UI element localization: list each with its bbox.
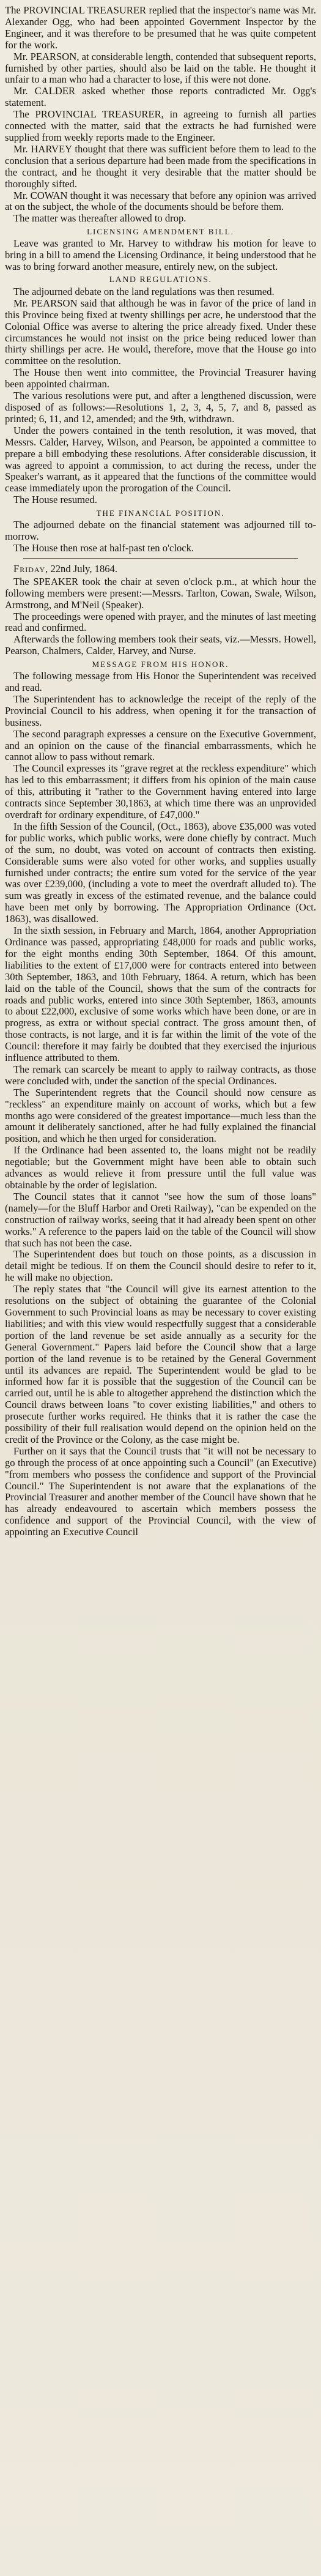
paragraph: Further on it says that the Council trusts that "it will not be necessary to go through the process of at once appointing such a Council" (an Executive) "from members who possess the confidence and support of the Provincial Council." The Superintendent is not aware that the explanations of the Provincial Treasurer and another member of the Council have shown that he has already endeavoured to ascertain which members possess the confidence and support of the Provincial Council, with the view of appointing an Executive Council xyxy=(5,1445,316,1538)
paragraph: The reply states that "the Council will give its earnest attention to the resolutions on the subject of obtaining the guarantee of the Colonial Government to such Provincial loans as may be necessary to cover existing liabilities; and with this view would respectfully suggest that a considerable portion of the land revenue be set aside annually as a security for the General Government." Papers laid before the Council show that a large portion of the land revenue is to be retained by the General Government until its advances are repaid. The Superintendent would be glad to be informed how far it is possible that the suggestion of the Council can be carried out, until he is able to altogether apprehend the distinction which the Council draws between loans "to cover existing liabilities," and others to prosecute further works required. He thinks that it is rather the case the possibility of their full realisation would depend on the opinion held on the credit of the Province or the Colony, as the case might be. xyxy=(5,1283,316,1445)
dateline xyxy=(5,564,316,575)
paragraph: The PROVINCIAL TREASURER, in agreeing to furnish all parties connected with the matter, said that the extracts he had furnished were supplied from weekly reports made to the Engineer. xyxy=(5,108,316,143)
paragraph: The House then rose at half-past ten o'clock. xyxy=(13,542,194,554)
paragraph: The House then went into committee, the Provincial Treasurer having been appointed chairman. xyxy=(5,367,316,390)
friday-sitting-section xyxy=(5,564,316,657)
paragraph: The Superintendent regrets that the Council should now censure as "reckless" an expenditure mainly on account of works, which but a few months ago were considered of the greatest importance—much less than the amount it deliberately sanctioned, after he had fully explained the financial position, and which he then urged for consideration. xyxy=(5,1086,316,1145)
paragraph: The adjourned debate on the land regulations was then resumed. xyxy=(13,285,275,297)
paragraph: The various resolutions were put, and after a lengthened discussion, were disposed of as follows:—Resolutions 1, 2, 3, 4, 5, 7, and 8, passed as printed; 6, 11, and 12, amended; and the 9th, withdrawn. xyxy=(5,390,316,425)
dateline-day: Friday xyxy=(13,562,46,575)
paragraph: The SPEAKER took the chair at seven o'clock p.m., at which hour the following members were present:—Messrs. Tarlton, Cowan, Swale, Wilson, Armstrong, and M'Neil (Speaker). xyxy=(5,575,316,611)
paragraph: The Superintendent does but touch on those points, as a discussion in detail might be tedious. If on them the Council should desire to refer to it, he will make no objection. xyxy=(5,1248,316,1284)
licensing-bill-section xyxy=(5,226,316,273)
paragraph: The Council expresses its "grave regret at the reckless expenditure" which has led to this embarrassment; it differs from his opinion of the main cause of this, attributing it "rather to the Government having entered into large contracts since September 30,1863, at which time there was an unprovided overdraft for ordinary expenditure, of £47,000." xyxy=(5,762,316,821)
dateline-date: , 22nd July, 1864. xyxy=(45,562,117,575)
paragraph: In the fifth Session of the Council, (Oct., 1863), above £35,000 was voted for public works, which public works, were done chiefly by contract. Much of the sum, no doubt, was voted on account of contracts then existing. Considerable sums were also voted for other works, and supplies usually furnished under contracts; the entire sum voted for the service of the year was over £239,000, (including a vote to meet the overdraft alluded to). The sum was greatly in excess of the estimated revenue, and the balance could have been met only by borrowing. The Appropriation Ordinance (Oct. 1863), was disallowed. xyxy=(5,820,316,925)
paragraph: The PROVINCIAL TREASURER replied that the inspector's name was Mr. Alexander Ogg, who had been appointed Government Inspector by the Engineer, and it was therefore to be presumed that he was quite competent for the work. xyxy=(5,4,316,51)
paragraph: Mr. COWAN thought it was necessary that before any opinion was arrived at on the subject, the whole of the documents should be before them. xyxy=(5,189,316,213)
paragraph: Mr. PEARSON said that although he was in favor of the price of land in this Province being fixed at twenty shillings per acre, he understood that the Colonial Office was averse to altering the price already fixed. Under these circumstances he would not insist on the price being reduced lower than thirty shillings per acre. He would, therefore, move that the House go into committee on the resolution. xyxy=(5,297,316,367)
paragraph: The adjourned debate on the financial statement was adjourned till to-morrow. xyxy=(5,519,316,543)
paragraph: Leave was granted to Mr. Harvey to withdraw his motion for leave to bring in a bill to amend the Licensing Ordinance, it being understood that he was to bring forward another measure, entirely new, on the subject. xyxy=(5,237,316,273)
treasurer-report-section xyxy=(5,5,316,225)
paragraph: The following message from His Honor the Superintendent was received and read. xyxy=(5,670,316,694)
section-heading: LAND REGULATIONS. xyxy=(109,275,212,285)
paragraph: The Council states that it cannot "see how the sum of those loans" (namely—for the Bluff Harbor and Oreti Railway), "can be expended on the construction of railway works, seeing that it had already been spent on other works." A reference to the papers laid on the table of the Council will show that such has not been the case. xyxy=(5,1190,316,1249)
land-regulations-section xyxy=(5,275,316,506)
paragraph: Under the powers contained in the tenth resolution, it was moved, that Messrs. Calder, Harvey, Wilson, and Pearson, be appointed a committee to prepare a bill embodying these resolutions. After considerable discussion, it was agreed to appoint a commission, to act during the recess, under the Speaker's warrant, as it appeared that the functions of the committee would cease immediately upon the prorogation of the Council. xyxy=(5,424,316,494)
section-heading: LICENSING AMENDMENT BILL. xyxy=(87,227,234,237)
paragraph: Afterwards the following members took their seats, viz.—Messrs. Howell, Pearson, Chalmers, Calder, Harvey, and Nurse. xyxy=(5,633,316,657)
section-divider xyxy=(23,558,298,559)
financial-position-section xyxy=(5,508,316,554)
section-heading: MESSAGE FROM HIS HONOR. xyxy=(92,660,229,669)
paragraph: Mr. HARVEY thought that there was sufficient before them to lead to the conclusion that a serious departure had been made from the specifications in the contract, and he thought it very desirable that the matter should be thoroughly sifted. xyxy=(5,143,316,190)
paragraph: The proceedings were opened with prayer, and the minutes of last meeting read and confirmed. xyxy=(5,610,316,634)
paragraph: The Superintendent has to acknowledge the receipt of the reply of the Provincial Council to his address, when opening it for the transaction of business. xyxy=(5,693,316,728)
paragraph: The second paragraph expresses a censure on the Executive Government, and an opinion on the cause of the financial embarrassments, which he cannot allow to pass without remark. xyxy=(5,728,316,763)
message-from-honor-section xyxy=(5,659,316,1538)
paragraph: The remark can scarcely be meant to apply to railway contracts, as those were concluded with, under the sanction of the special Ordinances. xyxy=(5,1063,316,1087)
paragraph: The matter was thereafter allowed to drop. xyxy=(13,212,186,225)
section-heading: THE FINANCIAL POSITION. xyxy=(96,508,225,518)
paragraph: Mr. CALDER asked whether those reports contradicted Mr. Ogg's statement. xyxy=(5,85,316,109)
paragraph: Mr. PEARSON, at considerable length, contended that subsequent reports, furnished by other parties, should also be laid on the table. He thought it unfair to a man who had a character to lose, if this were not done. xyxy=(5,50,316,86)
paragraph: If the Ordinance had been assented to, the loans might not be readily negotiable; but the Government might have been able to obtain such advances as would relieve it from pressure until the full value was obtainable by the order of legislation. xyxy=(5,1144,316,1191)
paragraph: The House resumed. xyxy=(13,494,97,506)
paragraph: In the sixth session, in February and March, 1864, another Appropriation Ordinance was passed, appropriating £48,000 for roads and public works, for the eight months ending 30th September, 1864. Of this amount, liabilities to the extent of £17,000 were for contracts entered into between 30th September, 1863, and 10th February, 1864. A return, which has been laid on the table of the Council, shows that the sum of the contracts for roads and public works, entered into since 30th September, 1863, amounts to about £22,000, exclusive of some works which have been done, or are in progress, as extra or without special contract. The gross amount then, of those contracts, is not large, and it is far within the limit of the vote of the Council: therefore it may fairly be doubted that they exercised the injurious influence attributed to them. xyxy=(5,925,316,1064)
